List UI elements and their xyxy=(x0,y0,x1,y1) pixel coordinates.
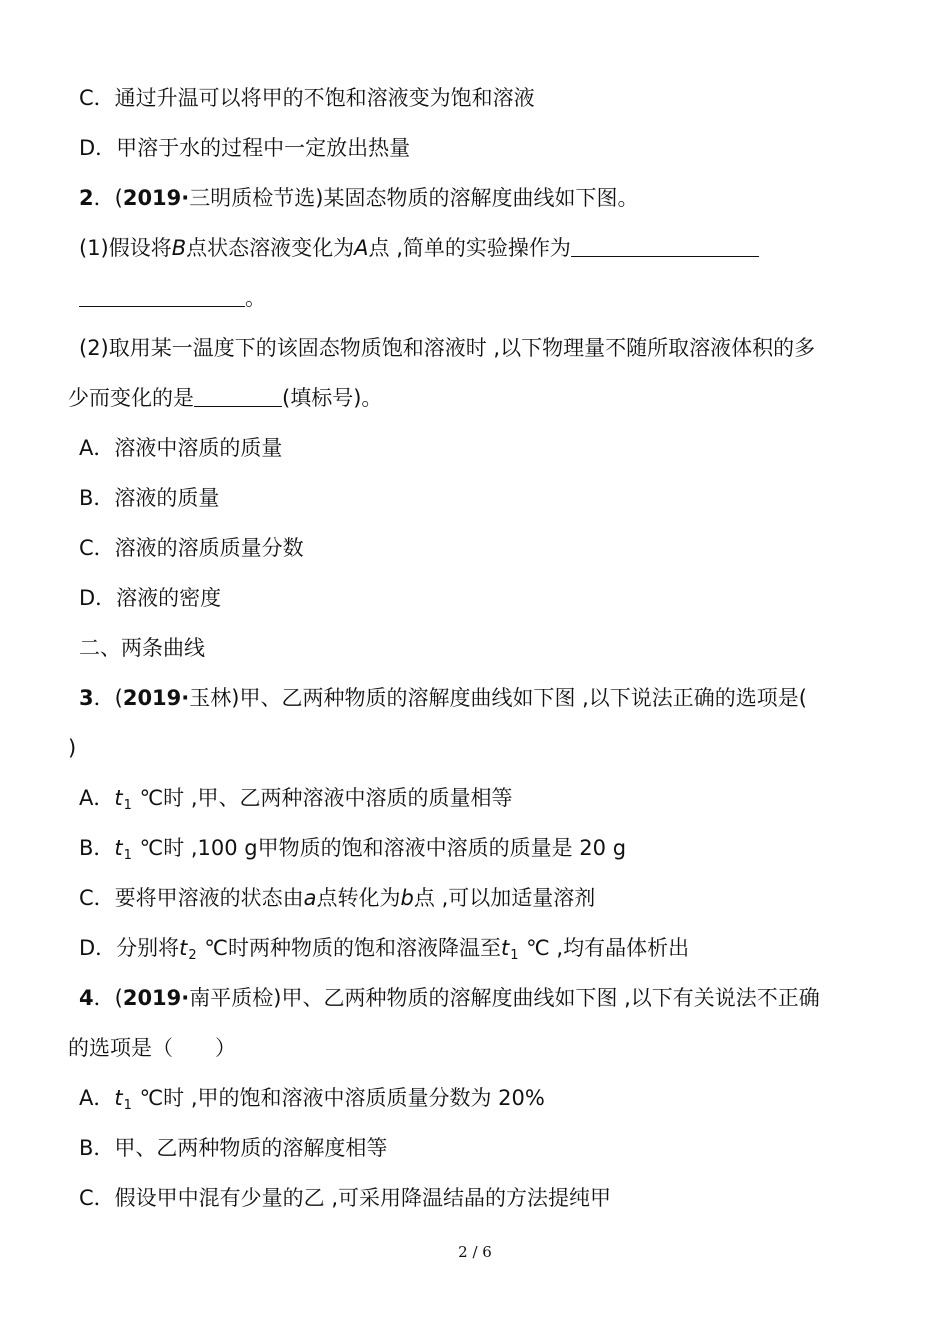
part-text: 点 ,简单的实验操作为 xyxy=(368,236,571,260)
option-text: ℃时两种物质的饱和溶液降温至 xyxy=(197,936,501,960)
option-text: D．分别将 xyxy=(79,936,180,960)
point-label: b xyxy=(400,886,414,910)
question-text: 南平质检)甲、乙两种物质的溶解度曲线如下图 ,以下有关说法不正确 xyxy=(189,986,820,1010)
option-a-q4 xyxy=(79,1083,545,1117)
temp-subscript: 1 xyxy=(510,948,519,963)
option-c-q1 xyxy=(79,83,535,113)
option-a-q3 xyxy=(79,783,513,817)
option-d-q3 xyxy=(79,933,689,967)
part-text: 少而变化的是 xyxy=(68,386,194,410)
option-text: 点转化为 xyxy=(316,886,401,910)
part-text: 点状态溶液变化为 xyxy=(186,236,355,260)
option-b-q2 xyxy=(79,483,219,513)
question-2-part-2-cont xyxy=(68,383,382,413)
question-2-part-2 xyxy=(79,333,815,363)
option-text: ℃时 ,100 g甲物质的饱和溶液中溶质的质量是 20 g xyxy=(132,836,627,860)
option-d-q2 xyxy=(79,583,221,613)
option-b-q3 xyxy=(79,833,626,867)
answer-blank[interactable] xyxy=(194,384,282,407)
question-text: ) xyxy=(68,736,77,760)
part-text: (2)取用某一温度下的该固态物质饱和溶液时 ,以下物理量不随所取溶液体积的多 xyxy=(79,336,816,360)
option-text: C．要将甲溶液的状态由 xyxy=(79,886,304,910)
question-text: 玉林)甲、乙两种物质的溶解度曲线如下图 ,以下说法正确的选项是( xyxy=(189,686,807,710)
section-heading xyxy=(79,633,205,663)
option-text: B． xyxy=(79,836,115,860)
option-text: D．甲溶于水的过程中一定放出热量 xyxy=(79,136,411,160)
temp-subscript: 2 xyxy=(188,948,197,963)
temp-subscript: 1 xyxy=(123,1098,132,1113)
question-punct: ．( xyxy=(93,686,123,710)
option-text: C．假设甲中混有少量的乙 ,可采用降温结晶的方法提纯甲 xyxy=(79,1186,612,1210)
option-text: B．溶液的质量 xyxy=(79,486,220,510)
option-c-q2 xyxy=(79,533,304,563)
option-b-q4 xyxy=(79,1133,387,1163)
option-text: C．通过升温可以将甲的不饱和溶液变为饱和溶液 xyxy=(79,86,535,110)
question-3 xyxy=(79,683,807,713)
temp-subscript: 1 xyxy=(123,848,132,863)
question-4-cont xyxy=(68,1033,236,1063)
page-number: 2 / 6 xyxy=(458,1243,492,1261)
question-number: 3 xyxy=(79,686,94,710)
option-text: ℃ ,均有晶体析出 xyxy=(519,936,690,960)
option-d-q1 xyxy=(79,133,410,163)
option-text: A． xyxy=(79,786,115,810)
option-text: 点 ,可以加适量溶剂 xyxy=(413,886,596,910)
option-text: ℃时 ,甲的饱和溶液中溶质质量分数为 20% xyxy=(132,1086,545,1110)
temp-symbol: t xyxy=(114,786,123,810)
temp-symbol: t xyxy=(500,936,510,960)
option-a-q2 xyxy=(79,433,282,463)
option-c-q4 xyxy=(79,1183,611,1213)
question-text: 三明质检节选)某固态物质的溶解度曲线如下图。 xyxy=(189,186,639,210)
question-number: 2 xyxy=(79,186,94,210)
temp-symbol: t xyxy=(179,936,188,960)
question-text: 的选项是（ ） xyxy=(68,1036,236,1060)
option-text: A．溶液中溶质的质量 xyxy=(79,436,283,460)
option-c-q3 xyxy=(79,883,595,913)
section-title: 二、两条曲线 xyxy=(79,636,205,660)
option-text: A． xyxy=(79,1086,115,1110)
question-source-year: 2019· xyxy=(122,986,190,1010)
question-punct: ．( xyxy=(93,986,123,1010)
option-text: C．溶液的溶质质量分数 xyxy=(79,536,304,560)
answer-blank[interactable] xyxy=(571,234,759,257)
question-2 xyxy=(79,183,638,213)
question-3-cont xyxy=(68,733,76,763)
part-text: 。 xyxy=(245,286,266,310)
point-label: B xyxy=(171,236,187,260)
question-punct: ．( xyxy=(93,186,123,210)
temp-subscript: 1 xyxy=(123,798,132,813)
question-2-part-1-cont xyxy=(79,283,266,313)
question-2-part-1 xyxy=(79,233,759,263)
option-text: B．甲、乙两种物质的溶解度相等 xyxy=(79,1136,388,1160)
answer-blank[interactable] xyxy=(79,284,245,307)
question-source-year: 2019· xyxy=(122,186,190,210)
part-text: (1)假设将 xyxy=(79,236,172,260)
question-number: 4 xyxy=(79,986,94,1010)
option-text: ℃时 ,甲、乙两种溶液中溶质的质量相等 xyxy=(132,786,513,810)
point-label: A xyxy=(354,236,369,260)
question-4 xyxy=(79,983,820,1013)
part-text: (填标号)。 xyxy=(282,386,383,410)
option-text: D．溶液的密度 xyxy=(79,586,222,610)
temp-symbol: t xyxy=(114,1086,123,1110)
temp-symbol: t xyxy=(114,836,123,860)
question-source-year: 2019· xyxy=(122,686,190,710)
point-label: a xyxy=(303,886,317,910)
